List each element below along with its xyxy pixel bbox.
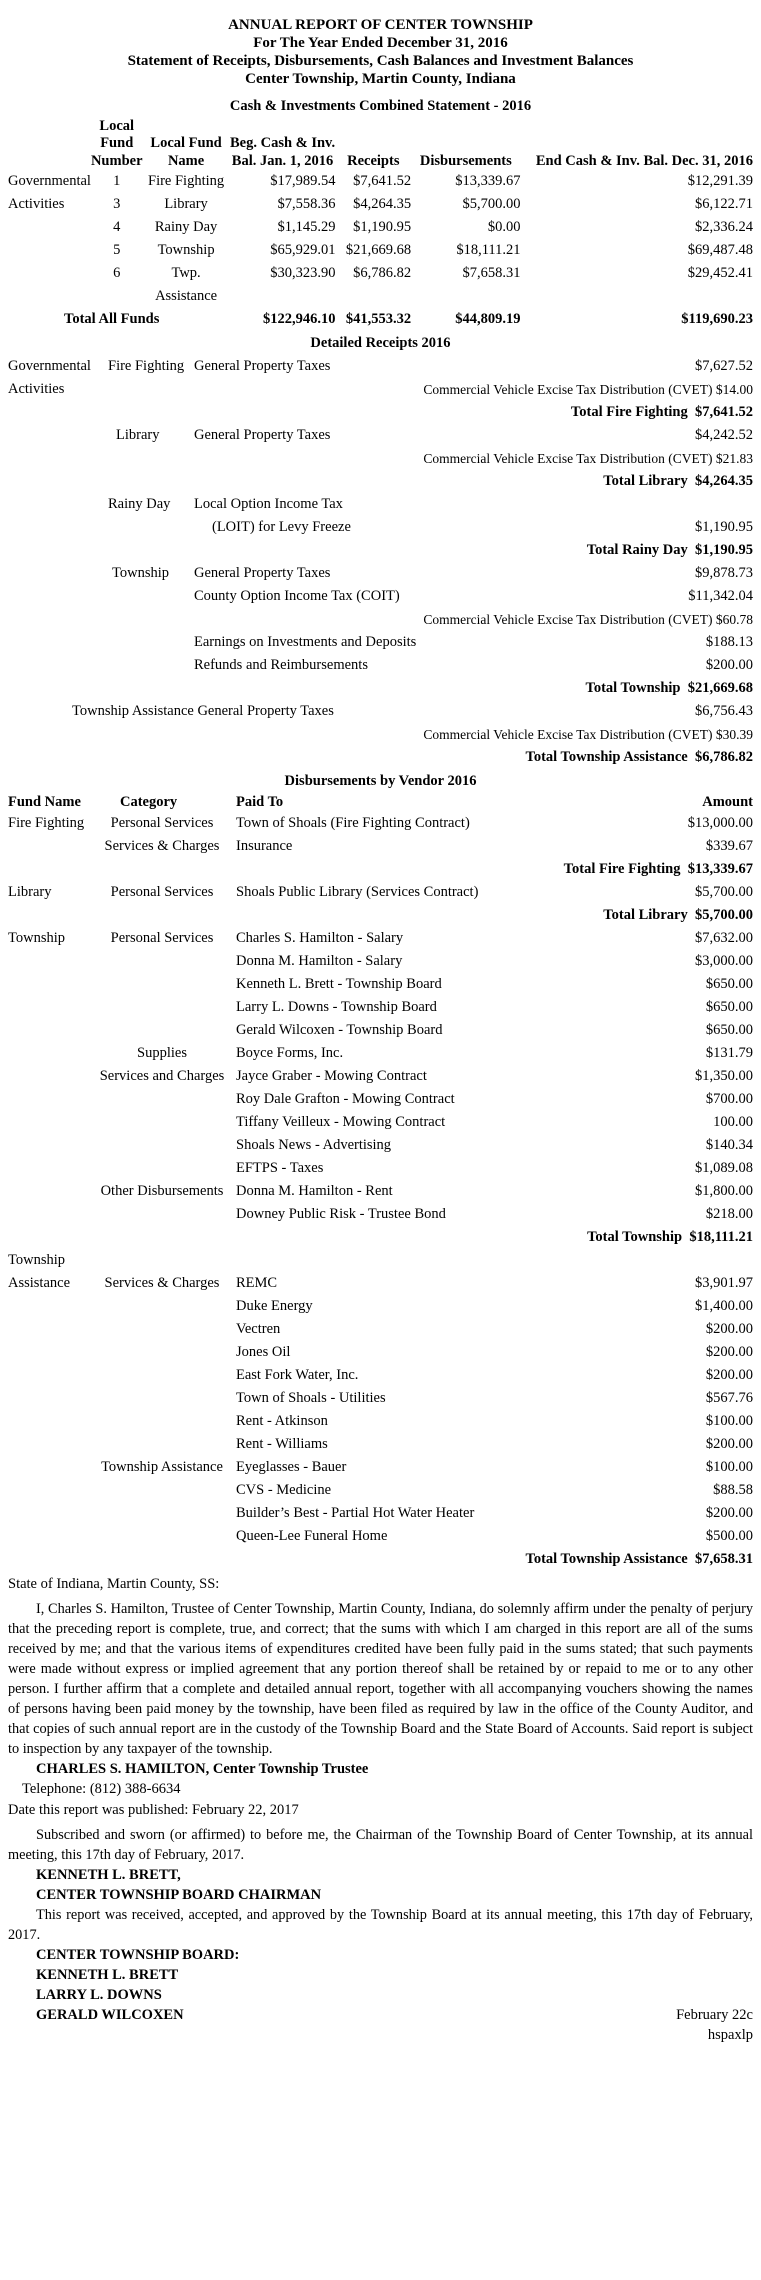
- disb-amount: $339.67: [705, 838, 753, 854]
- receipt-row: [8, 631, 753, 654]
- disb-paid-to: Larry L. Downs - Township Board: [236, 999, 437, 1015]
- fund-number: 3: [113, 196, 121, 212]
- beg-balance: $65,929.01: [270, 242, 336, 258]
- receipts-group-label: Activities: [8, 380, 65, 397]
- beg-balance: $17,989.54: [270, 173, 336, 189]
- receipt-amount: $11,342.04: [688, 587, 753, 604]
- receipt-row: [8, 447, 753, 470]
- report-header: [8, 16, 753, 88]
- disb-paid-to: Duke Energy: [236, 1298, 313, 1314]
- receipt-desc: Earnings on Investments and Deposits: [194, 633, 417, 650]
- receipt-row: [8, 608, 753, 631]
- receipt-desc: General Property Taxes: [197, 702, 334, 719]
- disb-amount: $100.00: [705, 1459, 753, 1475]
- disb-amount: $5,700.00: [695, 884, 753, 900]
- fund-number: 6: [113, 265, 121, 281]
- disb-paid-to: Tiffany Veilleux - Mowing Contract: [236, 1114, 446, 1130]
- disbursement-total-row: [8, 1548, 753, 1571]
- receipt-row: [8, 562, 753, 585]
- disb-category: Personal Services: [110, 930, 214, 946]
- combined-header-row: [8, 118, 753, 171]
- fund-name: Library: [164, 196, 208, 212]
- disbursement-row: [8, 881, 753, 904]
- receipts-value: $1,190.95: [353, 219, 412, 235]
- total-beg: $122,946.10: [262, 311, 336, 327]
- disb-amount: $1,350.00: [695, 1068, 753, 1084]
- fund-name: Township: [157, 242, 215, 258]
- disb-amount: $1,800.00: [695, 1183, 753, 1199]
- receipt-total-label: Total Fire Fighting: [570, 403, 688, 420]
- receipts-title: Detailed Receipts 2016: [310, 335, 451, 351]
- receipt-fund-name: Township: [112, 564, 169, 581]
- publication-code: hspaxlp: [707, 2027, 753, 2043]
- disb-amount: $650.00: [705, 976, 753, 992]
- receipt-total-row: [8, 746, 753, 769]
- disb-amount: $200.00: [705, 1367, 753, 1383]
- disb-paid-to: Town of Shoals (Fire Fighting Contract): [236, 815, 470, 831]
- disb-paid-to: Jayce Graber - Mowing Contract: [236, 1068, 427, 1084]
- footer-row: [8, 2005, 753, 2025]
- beg-balance: $1,145.29: [277, 219, 336, 235]
- receipts-value: $21,669.68: [345, 242, 412, 258]
- disb-paid-to: Roy Dale Grafton - Mowing Contract: [236, 1091, 455, 1107]
- end-balance: $6,122.71: [695, 196, 753, 212]
- disb-paid-to: Queen-Lee Funeral Home: [236, 1528, 388, 1544]
- disb-amount: $200.00: [705, 1321, 753, 1337]
- beg-balance: $30,323.90: [270, 265, 336, 281]
- disb-paid-to: Town of Shoals - Utilities: [236, 1390, 386, 1406]
- receipt-total-label: Total Township: [585, 679, 681, 696]
- disbursements-title: Disbursements by Vendor 2016: [284, 772, 477, 789]
- telephone: Telephone: (812) 388-6634: [22, 1781, 181, 1797]
- disb-amount: $3,000.00: [695, 953, 753, 969]
- disb-total-label: Total Township: [587, 1229, 683, 1245]
- disb-total: $7,658.31: [695, 1551, 753, 1567]
- disb-amount: $200.00: [705, 1505, 753, 1521]
- receipt-total-label: Total Township Assistance: [525, 748, 688, 765]
- disb-amount: $200.00: [705, 1436, 753, 1452]
- disb-total-label: Total Township Assistance: [525, 1551, 688, 1567]
- disbursement-row: [8, 1272, 753, 1295]
- receipt-amount: $188.13: [705, 633, 753, 650]
- receipt-total: $6,786.82: [695, 748, 753, 765]
- receipts-table: [8, 355, 753, 769]
- disb-fund-name: Fire Fighting: [8, 815, 85, 831]
- disb-amount: $200.00: [705, 1344, 753, 1360]
- receipt-amount: $1,190.95: [695, 518, 753, 535]
- disbursement-row: [8, 1341, 753, 1364]
- disb-amount: $100.00: [705, 1413, 753, 1429]
- disb-paid-to: East Fork Water, Inc.: [236, 1367, 359, 1383]
- combined-group-label: Activities: [8, 196, 65, 212]
- disbursement-row: [8, 1318, 753, 1341]
- receipts-value: $6,786.82: [353, 265, 412, 281]
- fund-number: 4: [113, 219, 121, 235]
- disb-amount: $131.79: [705, 1045, 753, 1061]
- disb-total-label: Total Fire Fighting: [563, 861, 681, 877]
- disbursement-row: [8, 1203, 753, 1226]
- disbursement-row: [8, 1180, 753, 1203]
- report-title: ANNUAL REPORT OF CENTER TOWNSHIP: [228, 17, 533, 33]
- disb-amount: $650.00: [705, 999, 753, 1015]
- report-subtitle: For The Year Ended December 31, 2016: [253, 35, 508, 51]
- col-local-fund-name: Local Fund Name: [150, 135, 222, 169]
- receipt-row: [8, 585, 753, 608]
- receipt-desc: General Property Taxes: [194, 426, 331, 443]
- receipt-total-label: Total Rainy Day: [586, 541, 688, 558]
- disb-category: Supplies: [137, 1045, 187, 1061]
- receipt-total-label: Total Library: [603, 472, 688, 489]
- disbursement-row: [8, 996, 753, 1019]
- receipt-row: [8, 516, 753, 539]
- disb-amount: $3,901.97: [695, 1275, 753, 1291]
- disbursement-row: [8, 1456, 753, 1479]
- state-line: State of Indiana, Martin County, SS:: [8, 1576, 220, 1592]
- receipt-row: [8, 700, 753, 723]
- total-dis: $44,809.19: [455, 311, 521, 327]
- disb-amount: $700.00: [705, 1091, 753, 1107]
- disb-paid-to: CVS - Medicine: [236, 1482, 332, 1498]
- published-date: Date this report was published: February 22, 2017: [8, 1802, 299, 1818]
- col-end-balance: End Cash & Inv. Bal. Dec. 31, 2016: [535, 152, 753, 169]
- board-member: KENNETH L. BRETT: [36, 1967, 179, 1983]
- disbursement-total-row: [8, 858, 753, 881]
- disbursement-total-row: [8, 904, 753, 927]
- fund-number: 5: [113, 242, 121, 258]
- disb-amount: $13,000.00: [687, 815, 753, 831]
- beg-balance: $7,558.36: [277, 196, 336, 212]
- col-fund-name: Fund Name: [8, 794, 81, 810]
- disb-paid-to: EFTPS - Taxes: [236, 1160, 324, 1176]
- disb-paid-to: Charles S. Hamilton - Salary: [236, 930, 404, 946]
- disb-total: $13,339.67: [687, 861, 753, 877]
- disbursements-table: [8, 792, 753, 1571]
- disbursement-row: [8, 1134, 753, 1157]
- fund-number: 1: [113, 173, 121, 189]
- disb-amount: $500.00: [705, 1528, 753, 1544]
- disbursement-row: [8, 1525, 753, 1548]
- receipt-row: [8, 493, 753, 516]
- receipts-group-label: Governmental: [8, 357, 91, 374]
- combined-statement-table: [8, 118, 753, 332]
- fund-name: Fire Fighting: [148, 173, 225, 189]
- disb-total: $18,111.21: [689, 1229, 753, 1245]
- disb-total-label: Total Library: [603, 907, 688, 923]
- disb-paid-to: Vectren: [236, 1321, 281, 1337]
- col-receipts: Receipts: [347, 152, 400, 169]
- disb-paid-to: Rent - Atkinson: [236, 1413, 328, 1429]
- disb-amount: $218.00: [705, 1206, 753, 1222]
- end-balance: $12,291.39: [687, 173, 753, 189]
- disbursement-row: [8, 1295, 753, 1318]
- col-category: Category: [120, 794, 178, 810]
- receipt-fund-name: Rainy Day: [108, 495, 171, 512]
- end-balance: $2,336.24: [695, 219, 753, 235]
- disbursement-row: [8, 835, 753, 858]
- receipt-desc-amount: Commercial Vehicle Excise Tax Distribution (CVET) $21.83: [423, 450, 753, 466]
- disb-paid-to: Shoals Public Library (Services Contract): [236, 884, 479, 900]
- report-location: Center Township, Martin County, Indiana: [245, 71, 516, 87]
- disb-fund-name: Assistance: [8, 1275, 71, 1291]
- disbursements-value: $7,658.31: [462, 265, 521, 281]
- receipt-total: $21,669.68: [687, 679, 753, 696]
- receipt-desc: (LOIT) for Levy Freeze: [212, 518, 351, 535]
- disb-category: Services & Charges: [104, 1275, 220, 1291]
- disbursement-row: [8, 1387, 753, 1410]
- receipt-desc: County Option Income Tax (COIT): [194, 587, 400, 604]
- receipt-amount: $9,878.73: [695, 564, 753, 581]
- disbursement-total-row: [8, 1226, 753, 1249]
- receipt-amount: $6,756.43: [695, 702, 753, 719]
- receipt-desc-amount: Commercial Vehicle Excise Tax Distribution (CVET) $60.78: [423, 611, 753, 627]
- col-disbursements: Disbursements: [419, 152, 512, 169]
- combined-row: [8, 193, 753, 216]
- disbursements-value: $13,339.67: [455, 173, 521, 189]
- disbursement-row: [8, 1479, 753, 1502]
- receipt-row: [8, 355, 753, 378]
- receipts-value: $7,641.52: [353, 173, 412, 189]
- disbursement-row: [8, 1410, 753, 1433]
- combined-row: [8, 216, 753, 239]
- disb-paid-to: Donna M. Hamilton - Salary: [236, 953, 403, 969]
- disb-category: Services & Charges: [104, 838, 220, 854]
- disbursement-row: [8, 1019, 753, 1042]
- combined-total-row: [8, 308, 753, 331]
- receipt-total-row: [8, 401, 753, 424]
- publication-date: February 22c: [676, 2007, 753, 2023]
- disbursements-value: $5,700.00: [462, 196, 521, 212]
- disb-amount: $7,632.00: [695, 930, 753, 946]
- disb-fund-name: Township: [8, 1252, 65, 1268]
- disb-category: Personal Services: [110, 815, 214, 831]
- disb-amount: 100.00: [713, 1114, 753, 1130]
- receipt-total: $4,264.35: [695, 472, 753, 489]
- combined-statement-title: Cash & Investments Combined Statement - 2016: [229, 98, 532, 114]
- disb-paid-to: Downey Public Risk - Trustee Bond: [236, 1206, 446, 1222]
- disbursement-row: [8, 950, 753, 973]
- board-heading: CENTER TOWNSHIP BOARD:: [36, 1947, 240, 1963]
- disb-paid-to: Donna M. Hamilton - Rent: [236, 1183, 393, 1199]
- affirmation-paragraph: I, Charles S. Hamilton, Trustee of Center Township, Martin County, Indiana, do solemnly affirm under the penalty of perjury that the preceding report is complete, true, and correct; that the sums with which I am charged in this report are all of the sums received by me; and that the various items of expenditures credited have been fully paid in the sums stated; that such payments were made without express or implied agreement that any portion thereof shall be retained by or repaid to me or to any other person. I further affirm that a complete and detailed annual report, together with all accompanying vouchers showing the names of persons having been paid money by the township, have been filed as required by law in the office of the County Auditor, and that copies of such annual report are in the custody of the Township Board and the State Board of Accounts. Said report is subject to inspection by any taxpayer of the township.: [8, 1601, 753, 1757]
- chair-title: CENTER TOWNSHIP BOARD CHAIRMAN: [36, 1887, 322, 1903]
- disbursement-row: [8, 812, 753, 835]
- receipt-amount: $4,242.52: [695, 426, 753, 443]
- col-paid-to: Paid To: [236, 794, 284, 810]
- receipt-desc: General Property Taxes: [194, 357, 331, 374]
- disbursement-row: [8, 1249, 753, 1272]
- receipt-total: $1,190.95: [695, 541, 753, 558]
- board-member: LARRY L. DOWNS: [36, 1987, 162, 2003]
- fund-name: Twp. Assistance: [155, 265, 218, 304]
- disb-paid-to: Shoals News - Advertising: [236, 1137, 392, 1153]
- disb-category: Services and Charges: [99, 1068, 225, 1084]
- receipt-desc-amount: Commercial Vehicle Excise Tax Distribution (CVET) $14.00: [423, 381, 753, 397]
- receipt-row: [8, 424, 753, 447]
- disb-fund-name: Township: [8, 930, 65, 946]
- disbursement-row: [8, 1042, 753, 1065]
- disbursement-row: [8, 1088, 753, 1111]
- receipt-desc-amount: Commercial Vehicle Excise Tax Distribution (CVET) $30.39: [423, 726, 753, 742]
- approved-paragraph: This report was received, accepted, and approved by the Township Board at its annual meeting, this 17th day of February, 2017.: [8, 1907, 753, 1943]
- board-member: GERALD WILCOXEN: [36, 2007, 184, 2023]
- disb-amount: $567.76: [705, 1390, 753, 1406]
- disbursements-value: $18,111.21: [456, 242, 521, 258]
- receipt-total-row: [8, 539, 753, 562]
- receipts-value: $4,264.35: [353, 196, 412, 212]
- receipt-amount: $200.00: [705, 656, 753, 673]
- disb-paid-to: Builder’s Best - Partial Hot Water Heater: [236, 1505, 475, 1521]
- disb-paid-to: Gerald Wilcoxen - Township Board: [236, 1022, 443, 1038]
- receipt-desc: Refunds and Reimbursements: [194, 656, 368, 673]
- receipt-total: $7,641.52: [695, 403, 753, 420]
- disbursements-header-row: [8, 792, 753, 812]
- total-all-funds-label: Total All Funds: [64, 311, 160, 327]
- chair-name: KENNETH L. BRETT,: [36, 1867, 181, 1883]
- receipt-desc: General Property Taxes: [194, 564, 331, 581]
- disbursement-row: [8, 1111, 753, 1134]
- disb-paid-to: Boyce Forms, Inc.: [236, 1045, 344, 1061]
- receipt-fund-name: Township Assistance: [72, 702, 194, 719]
- col-beg-balance: Beg. Cash & Inv. Bal. Jan. 1, 2016: [229, 135, 336, 169]
- end-balance: $69,487.48: [687, 242, 753, 258]
- disb-total: $5,700.00: [695, 907, 753, 923]
- disbursement-row: [8, 1502, 753, 1525]
- disbursement-row: [8, 1157, 753, 1180]
- receipt-desc: Local Option Income Tax: [194, 495, 343, 512]
- receipt-row: [8, 723, 753, 746]
- disbursement-row: [8, 1065, 753, 1088]
- disbursements-value: $0.00: [487, 219, 521, 235]
- disb-amount: $140.34: [705, 1137, 753, 1153]
- disb-paid-to: Eyeglasses - Bauer: [236, 1459, 347, 1475]
- disb-category: Other Disbursements: [100, 1183, 224, 1199]
- receipt-fund-name: Fire Fighting: [108, 357, 185, 374]
- affirmation-section: [8, 1573, 753, 2045]
- disb-paid-to: REMC: [236, 1275, 278, 1291]
- combined-row: [8, 239, 753, 262]
- receipt-fund-name: Library: [116, 426, 160, 443]
- end-balance: $29,452.41: [687, 265, 753, 281]
- disbursement-row: [8, 1364, 753, 1387]
- disbursement-row: [8, 927, 753, 950]
- disb-paid-to: Kenneth L. Brett - Township Board: [236, 976, 442, 992]
- receipt-total-row: [8, 470, 753, 493]
- combined-row: [8, 262, 753, 308]
- col-local-fund-number: Local Fund Number: [90, 117, 143, 169]
- trustee-signature: CHARLES S. HAMILTON, Center Township Trustee: [36, 1761, 369, 1777]
- disb-paid-to: Jones Oil: [236, 1344, 291, 1360]
- combined-group-label: Governmental: [8, 173, 91, 189]
- combined-row: [8, 170, 753, 193]
- total-end: $119,690.23: [681, 311, 753, 327]
- sworn-paragraph: Subscribed and sworn (or affirmed) to before me, the Chairman of the Township Board of Center Township, at its annual meeting, this 17th day of February, 2017.: [8, 1827, 753, 1863]
- disb-amount: $88.58: [713, 1482, 753, 1498]
- disb-fund-name: Library: [8, 884, 52, 900]
- receipt-total-row: [8, 677, 753, 700]
- disbursement-row: [8, 973, 753, 996]
- disb-category: Personal Services: [110, 884, 214, 900]
- disb-amount: $1,089.08: [695, 1160, 753, 1176]
- receipt-row: [8, 654, 753, 677]
- disb-paid-to: Insurance: [236, 838, 293, 854]
- receipt-amount: $7,627.52: [695, 357, 753, 374]
- col-amount: Amount: [702, 794, 753, 810]
- disb-amount: $1,400.00: [695, 1298, 753, 1314]
- disb-category: Township Assistance: [101, 1459, 223, 1475]
- disb-amount: $650.00: [705, 1022, 753, 1038]
- fund-name: Rainy Day: [154, 219, 218, 235]
- disb-paid-to: Rent - Williams: [236, 1436, 328, 1452]
- disbursement-row: [8, 1433, 753, 1456]
- report-statement: Statement of Receipts, Disbursements, Cash Balances and Investment Balances: [127, 53, 634, 69]
- total-rec: $41,553.32: [345, 311, 412, 327]
- receipt-row: [8, 378, 753, 401]
